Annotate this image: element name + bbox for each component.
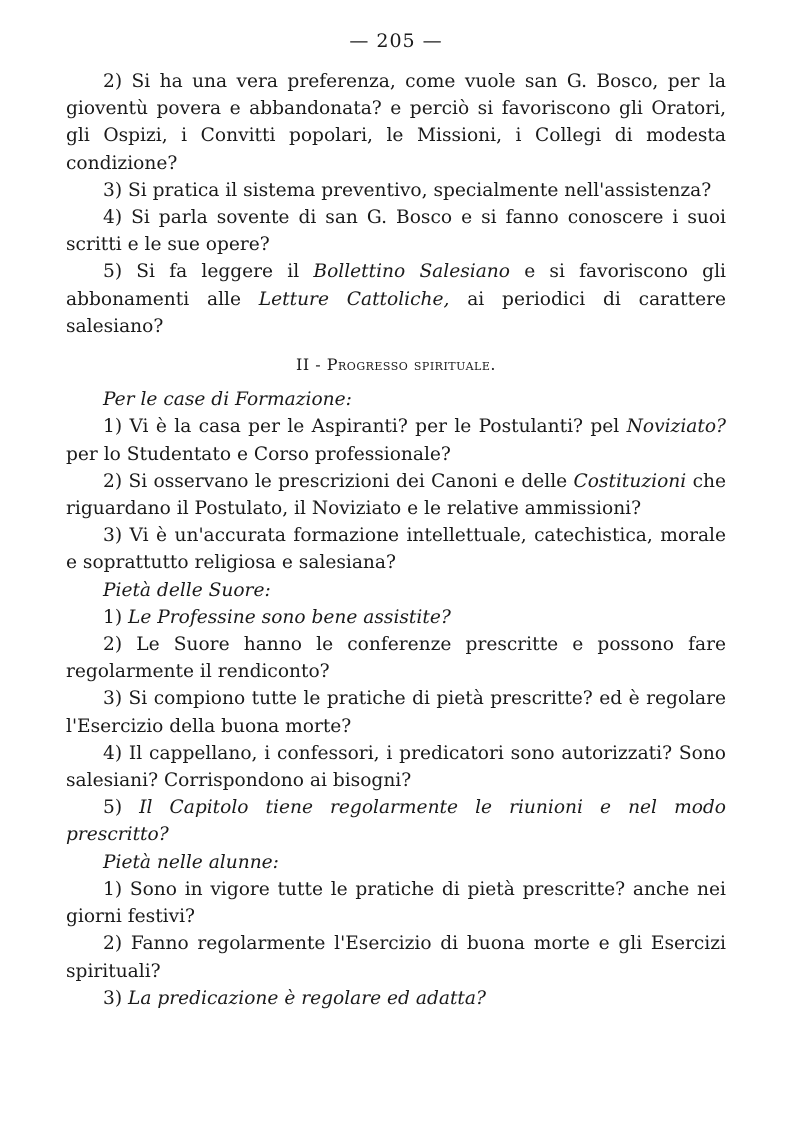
paragraph-alunne-2: 2) Fanno regolarmente l'Esercizio di buona morte e gli Esercizi spirituali? xyxy=(66,933,726,982)
section-number: II - xyxy=(296,355,327,375)
paragraph-suore-4: 4) Il cappellano, i confessori, i predicatori sono autorizzati? Sono salesiani? Corrispondono ai bisogni? xyxy=(66,742,726,792)
paragraph-alunne-1: 1) Sono in vigore tutte le pratiche di pietà prescritte? anche nei giorni festivi? xyxy=(66,878,726,928)
paragraph-suore-1: 1) Le Professine sono bene assistite? xyxy=(103,606,451,628)
paragraph-item-4: 4) Si parla sovente di san G. Bosco e si fanno conoscere i suoi scritti e le sue opere? xyxy=(66,207,726,256)
text-run: ai periodici di carattere salesiano? xyxy=(66,288,726,337)
paragraph-item-3: 3) Si pratica il sistema preventivo, specialmente nell'assistenza? xyxy=(103,179,712,201)
text-run: e si favoriscono gli abbonamenti alle xyxy=(66,261,726,310)
paragraph-alunne-3: 3) La predicazione è regolare ed adatta? xyxy=(103,987,486,1009)
subheading-suore: Pietà delle Suore: xyxy=(103,579,271,601)
section-heading xyxy=(66,351,726,378)
italic-title-bollettino: Bollettino Salesiano xyxy=(313,261,510,283)
paragraph-suore-3: 3) Si compiono tutte le pratiche di pietà prescritte? ed è regolare l'Esercizio della buona morte? xyxy=(66,688,726,737)
paragraph-suore-5: 5) Il Capitolo tiene regolarmente le riunioni e nel modo prescritto? xyxy=(66,797,726,846)
paragraph-suore-2: 2) Le Suore hanno le conferenze prescritte e possono fare regolarmente il rendiconto? xyxy=(66,634,726,683)
paragraph-item-2: 2) Si ha una vera preferenza, come vuole san G. Bosco, per la gioventù povera e abbandonata? e perciò si favoriscono gli Oratori, gli Ospizi, i Convitti popolari, le Missioni, i Collegi di modesta condizione? xyxy=(66,71,726,174)
paragraph-formazione-3: 3) Vi è un'accurata formazione intellettuale, catechistica, morale e soprattutto religiosa e salesiana? xyxy=(66,525,726,574)
paragraph-formazione-1: 1) Vi è la casa per le Aspiranti? per le Postulanti? pel Noviziato? per lo Studentato e Corso professionale? xyxy=(66,416,726,465)
page-number: — 205 — xyxy=(349,30,443,52)
paragraph-item-5 xyxy=(66,258,726,340)
section-title: Progresso spirituale. xyxy=(326,355,496,375)
paragraph-formazione-2: 2) Si osservano le prescrizioni dei Canoni e delle Costituzioni che riguardano il Postulato, il Noviziato e le relative ammissioni? xyxy=(66,470,726,520)
subheading-formazione: Per le case di Formazione: xyxy=(103,389,352,411)
italic-title-letture: Letture Cattoliche, xyxy=(258,288,450,310)
subheading-alunne: Pietà nelle alunne: xyxy=(103,851,279,873)
text-run: 5) Si fa leggere il xyxy=(103,261,314,283)
document-body xyxy=(66,68,726,1012)
